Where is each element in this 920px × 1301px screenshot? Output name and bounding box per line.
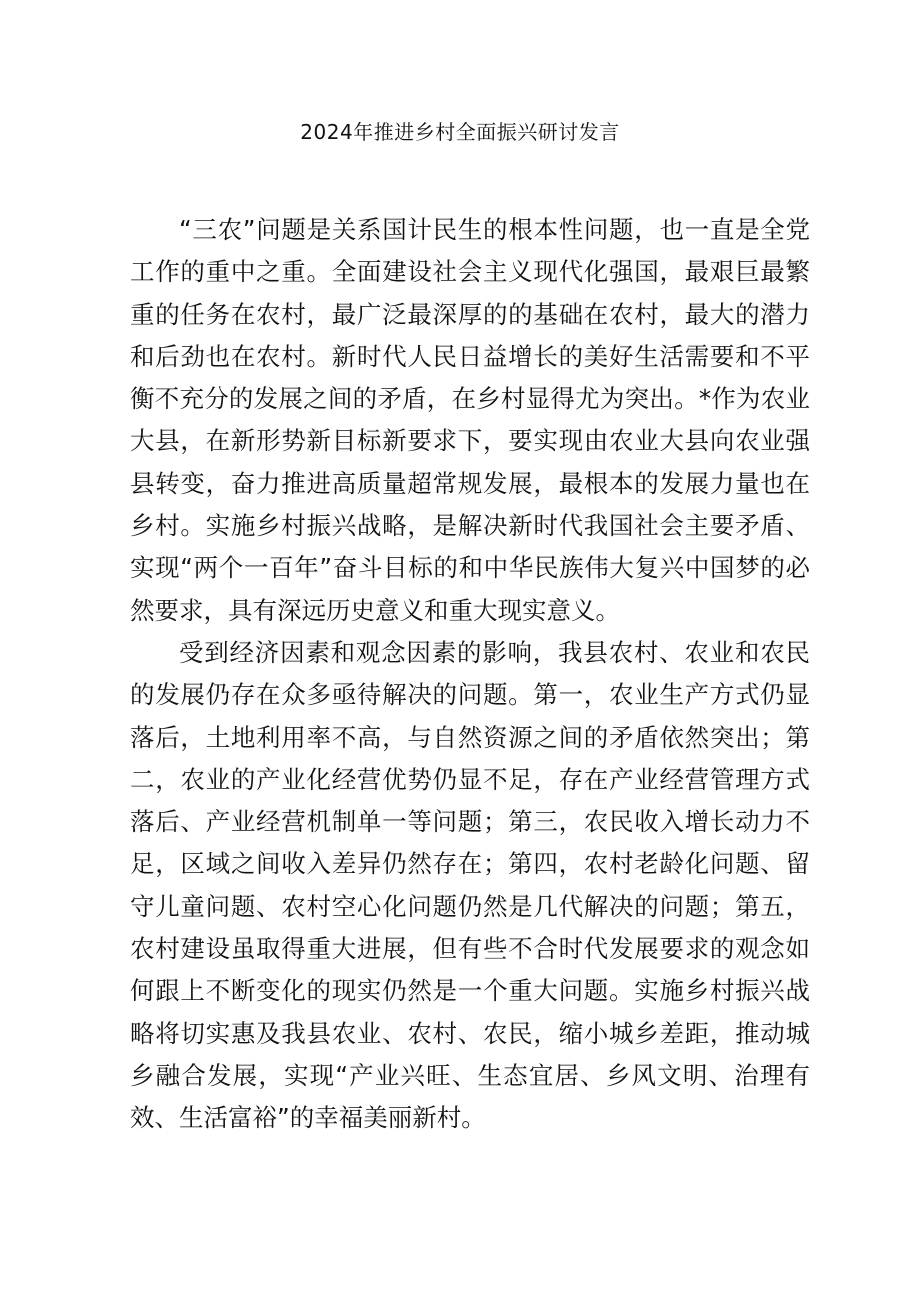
paragraph-1: “三农”问题是关系国计民生的根本性问题，也一直是全党工作的重中之重。全面建设社会主义现代化强国，最艰巨最繁重的任务在农村，最广泛最深厚的的基础在农村，最大的潜力和后劲也在农村。新时代人民日益增长的美好生活需要和不平衡不充分的发展之间的矛盾，在乡村显得尤为突出。*作为农业大县，在新形势新目标新要求下，要实现由农业大县向农业强县转变，奋力推进高质量超常规发展，最根本的发展力量也在乡村。实施乡村振兴战略，是解决新时代我国社会主要矛盾、实现“两个一百年”奋斗目标的和中华民族伟大复兴中国梦的必然要求，具有深远历史意义和重大现实意义。 <box>130 215 810 625</box>
paragraph-2: 受到经济因素和观念因素的影响，我县农村、农业和农民的发展仍存在众多亟待解决的问题。第一，农业生产方式仍显落后，土地利用率不高，与自然资源之间的矛盾依然突出；第二，农业的产业化经营优势仍显不足，存在产业经营管理方式落后、产业经营机制单一等问题；第三，农民收入增长动力不足，区域之间收入差异仍然存在；第四，农村老龄化问题、留守儿童问题、农村空心化问题仍然是几代解决的问题；第五，农村建设虽取得重大进展，但有些不合时代发展要求的观念如何跟上不断变化的现实仍然是一个重大问题。实施乡村振兴战略将切实惠及我县农业、农村、农民，缩小城乡差距，推动城乡融合发展，实现“产业兴旺、生态宜居、乡风文明、治理有效、生活富裕”的幸福美丽新村。 <box>130 637 810 1133</box>
document-title: 2024年推进乡村全面振兴研讨发言 <box>300 120 620 144</box>
document-body <box>130 209 810 1140</box>
